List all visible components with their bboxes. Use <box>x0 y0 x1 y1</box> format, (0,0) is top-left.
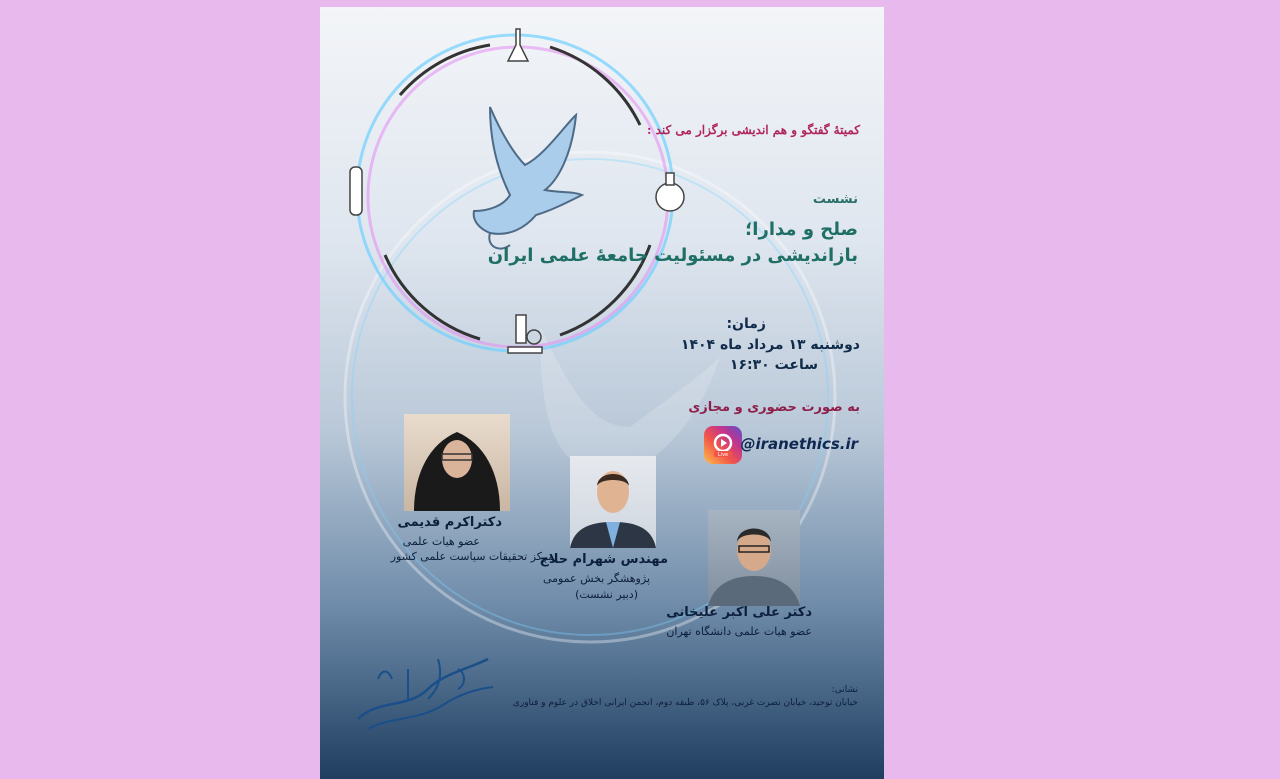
emblem-ring <box>340 15 720 395</box>
society-logo-calligraphy <box>348 639 498 739</box>
organizer-intro: کمیتهٔ گفتگو و هم اندیشی برگزار می کند : <box>646 123 860 137</box>
instagram-live-icon <box>704 426 742 464</box>
speaker-photo-2 <box>570 456 656 548</box>
speaker-1-role: عضو هیات علمی <box>402 535 480 548</box>
session-title-line1: صلح و مدارا؛ <box>745 219 858 240</box>
test-tube-icon <box>350 167 362 215</box>
round-flask-icon <box>656 173 684 211</box>
instagram-handle[interactable]: @iranethics.ir <box>740 435 858 453</box>
session-title-line2: بازاندیشی در مسئولیت جامعهٔ علمی ایران <box>487 245 858 266</box>
speaker-2-role: پژوهشگر بخش عمومی <box>542 572 650 585</box>
microscope-icon <box>508 315 542 353</box>
event-poster <box>320 7 884 779</box>
speaker-1-name: دکتراکرم قدیمی <box>397 515 502 530</box>
time-label: زمان: <box>726 316 766 332</box>
dove-icon <box>474 107 582 249</box>
event-mode: به صورت حضوری و مجازی <box>688 400 860 415</box>
event-hour: ساعت ۱۶:۳۰ <box>729 357 818 373</box>
speaker-2-note: (دبیر نشست) <box>575 588 638 601</box>
event-date: دوشنبه ۱۳ مرداد ماه ۱۴۰۴ <box>680 337 860 353</box>
speaker-1-affiliation: مرکز تحقیقات سیاست علمی کشور <box>390 550 554 563</box>
live-badge-text: Live <box>717 452 729 458</box>
address-text: خیابان توحید، خیابان نصرت غربی، پلاک ۵۶، طبقه دوم، انجمن ایرانی اخلاق در علوم و فناوری <box>512 698 858 708</box>
speaker-3-name: دکتر علی اکبر علیخانی <box>666 605 812 620</box>
session-kicker: نشست <box>812 192 858 207</box>
speaker-photo-3 <box>708 510 800 606</box>
speaker-2-name: مهندس شهرام حلاج <box>539 552 668 567</box>
speaker-photo-1 <box>404 414 510 511</box>
address-label: نشانی: <box>831 685 858 695</box>
speaker-3-role: عضو هیات علمی دانشگاه تهران <box>666 625 812 638</box>
